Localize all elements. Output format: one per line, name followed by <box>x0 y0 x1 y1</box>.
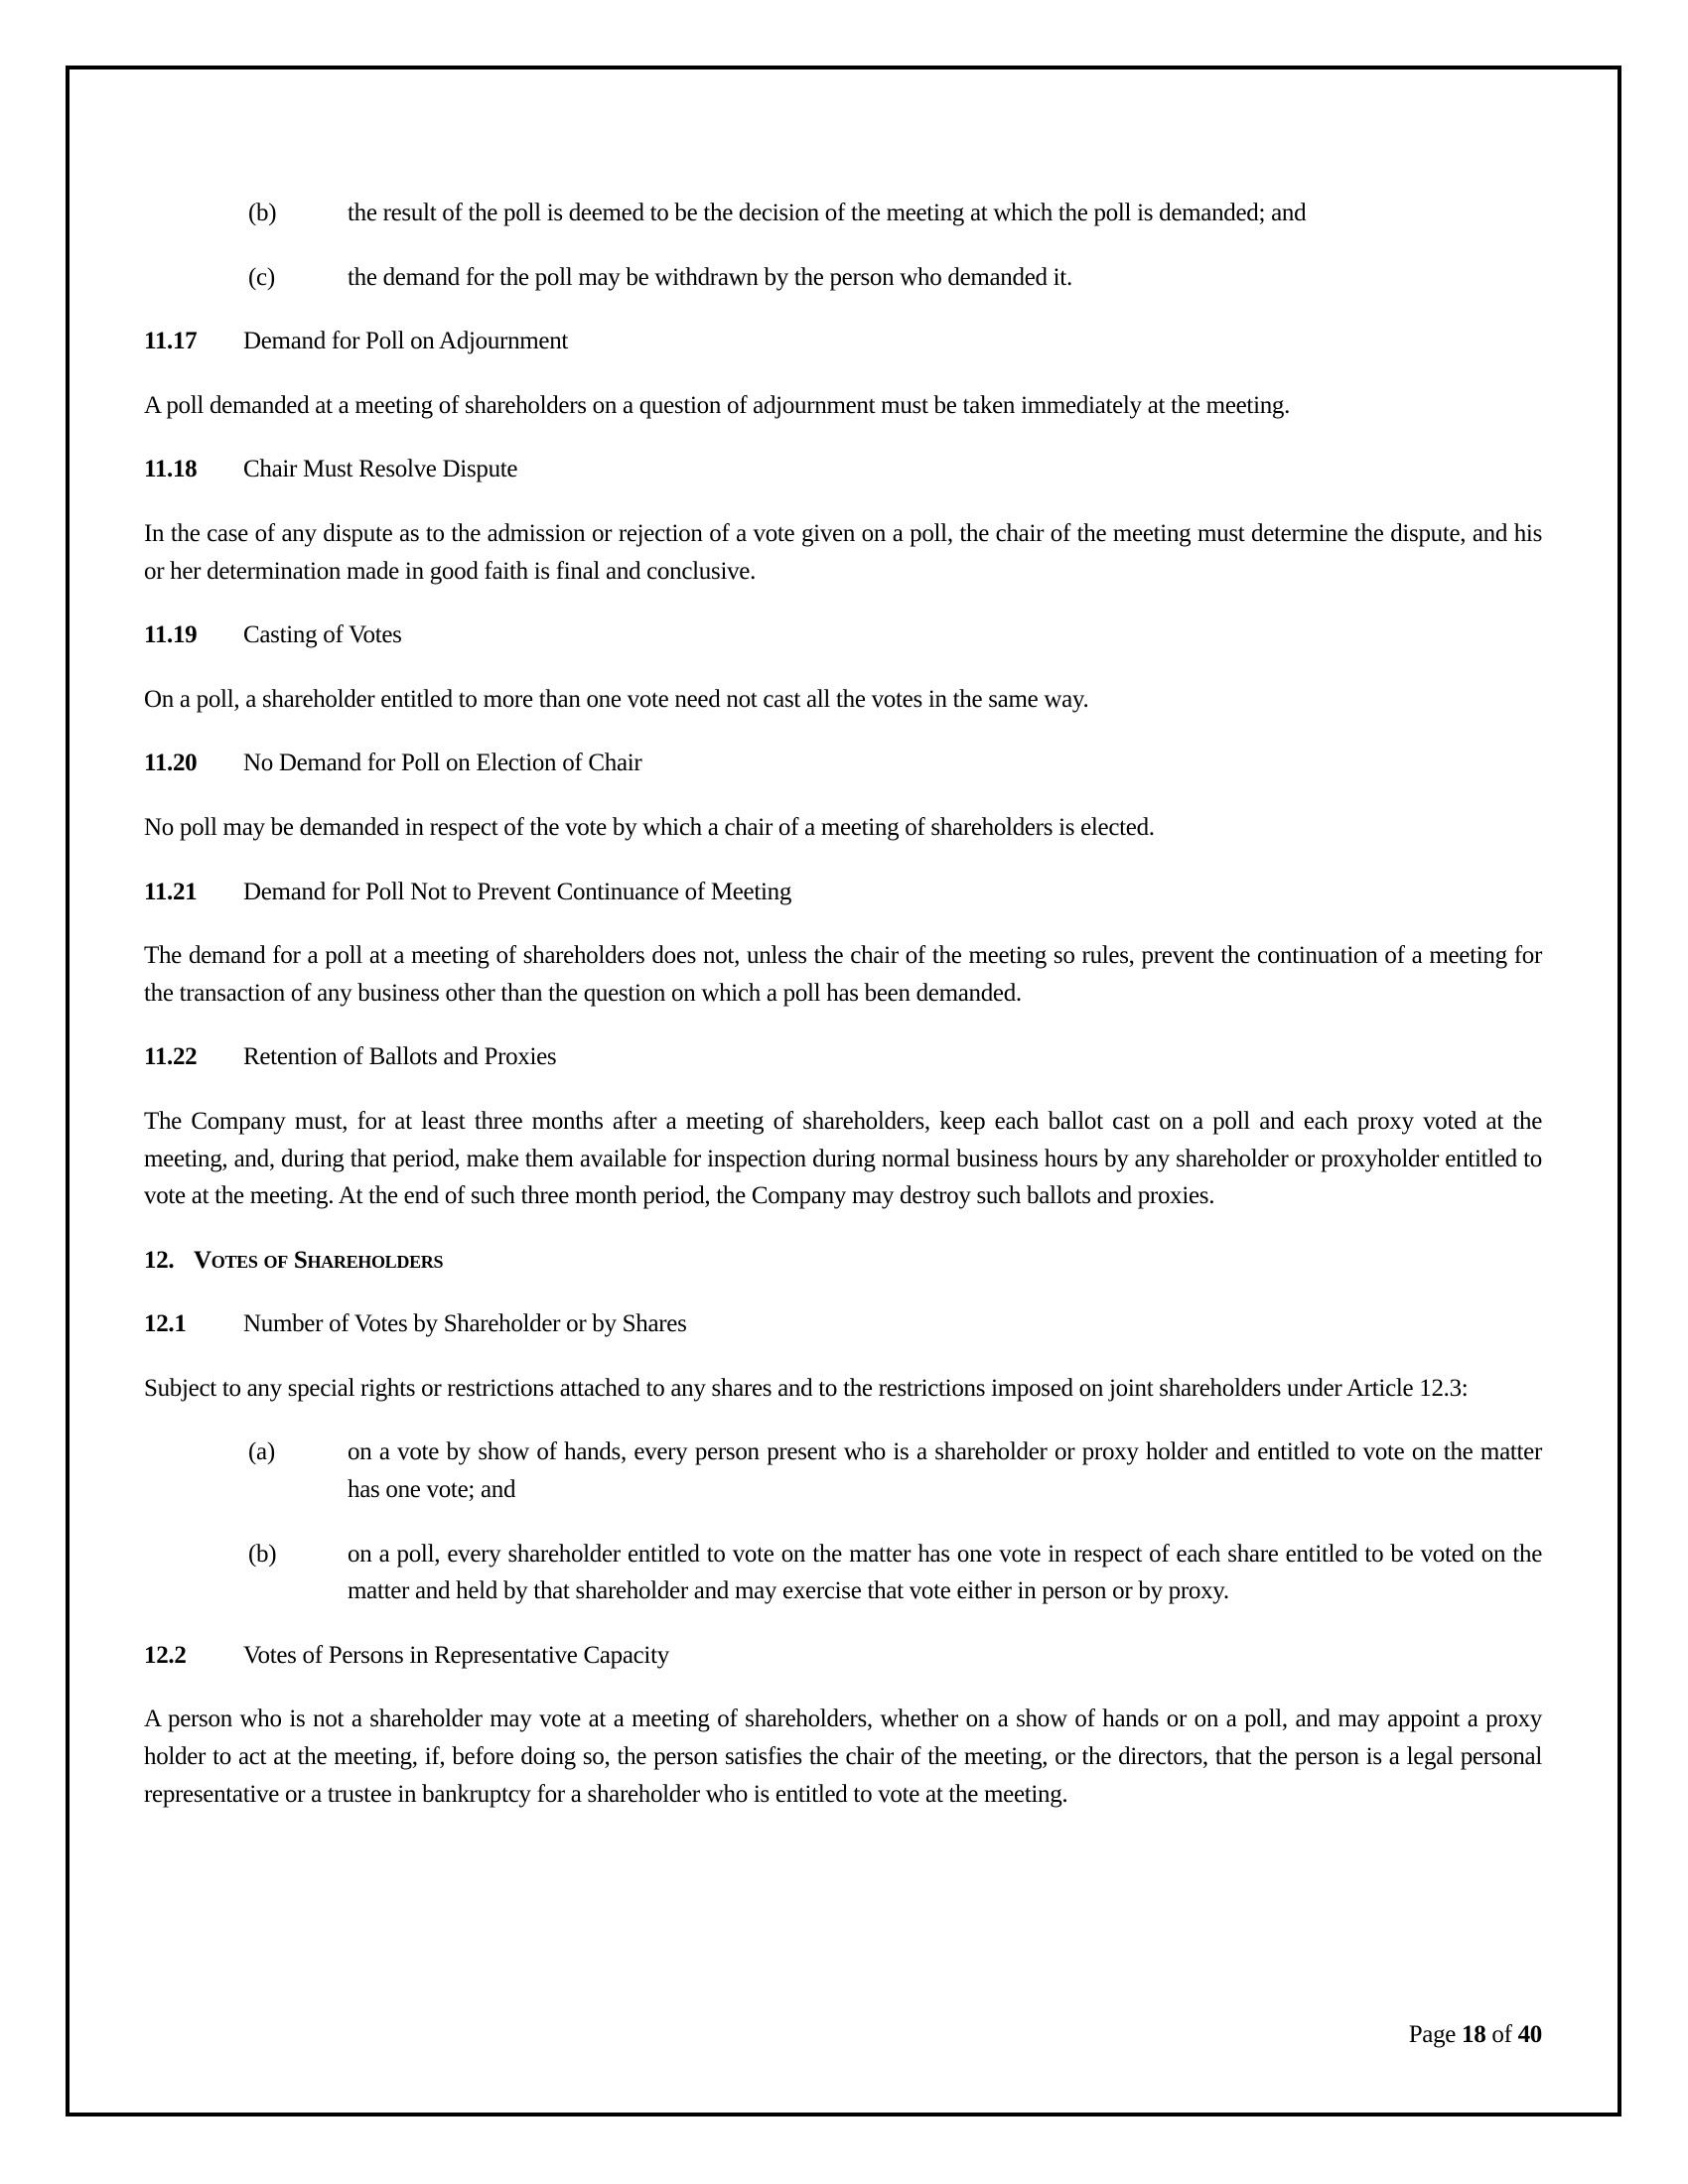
section-number: 11.19 <box>144 621 198 649</box>
section-number: 11.20 <box>144 750 198 777</box>
paragraph: Subject to any special rights or restrictions attached to any shares and to the restrictions imposed on joint shareholders under Article 12.3: <box>144 1374 1469 1402</box>
section-number: 11.21 <box>144 878 198 905</box>
paragraph: The demand for a poll at a meeting of shareholders does not, unless the chair of the meeting so rules, prevent the continuation of a meeting for the transaction of any business other than the question on which a poll has been demanded. <box>144 942 1542 1007</box>
clause-marker: (a) <box>248 1438 275 1466</box>
paragraph: On a poll, a shareholder entitled to more than one vote need not cast all the votes in the same way. <box>144 685 1089 713</box>
section-heading <box>144 1305 1542 1343</box>
paragraph: No poll may be demanded in respect of the vote by which a chair of a meeting of shareholders is elected. <box>144 813 1155 841</box>
section-heading <box>144 451 1542 488</box>
section-title: Retention of Ballots and Proxies <box>243 1043 557 1071</box>
clause-item <box>144 1433 1542 1508</box>
section-title: Votes of Persons in Representative Capacity <box>243 1641 669 1669</box>
section-heading <box>144 874 1542 911</box>
section-title: Demand for Poll Not to Prevent Continuance of Meeting <box>243 878 792 905</box>
clause-text: on a vote by show of hands, every person present who is a shareholder or proxy holder and entitled to vote on the matter has one vote; and <box>348 1438 1542 1504</box>
page-footer <box>1409 2021 1542 2049</box>
footer-page-number: 18 <box>1462 2021 1486 2048</box>
page-content <box>70 69 1618 1840</box>
section-title: Chair Must Resolve Dispute <box>243 456 518 483</box>
clause-item <box>144 1536 1542 1610</box>
section-number: 11.18 <box>144 456 198 483</box>
section-heading <box>144 745 1542 782</box>
section-title: Demand for Poll on Adjournment <box>243 328 569 355</box>
footer-page-total: 40 <box>1517 2021 1542 2048</box>
paragraph: A person who is not a shareholder may vote at a meeting of shareholders, whether on a show of hands or on a poll, and may appoint a proxy holder to act at the meeting, if, before doing so, the person satisfies the chair of the meeting, or the directors, that the person is a legal personal representative or a trustee in bankruptcy for a shareholder who is entitled to vote at the meeting. <box>144 1706 1542 1808</box>
article-heading <box>144 1242 1542 1280</box>
section-number: 11.17 <box>144 328 198 355</box>
article-title: Votes of Shareholders <box>194 1246 444 1274</box>
clause-text: the result of the poll is deemed to be the decision of the meeting at which the poll is demanded; and <box>348 200 1307 226</box>
paragraph: In the case of any dispute as to the admission or rejection of a vote given on a poll, the chair of the meeting must determine the dispute, and his or her determination made in good faith is final and conclusive. <box>144 519 1542 585</box>
clause-text: the demand for the poll may be withdrawn by the person who demanded it. <box>348 263 1072 291</box>
clause-marker: (c) <box>248 263 275 291</box>
section-title: No Demand for Poll on Election of Chair <box>243 750 642 777</box>
clause-text: on a poll, every shareholder entitled to vote on the matter has one vote in respect of each share entitled to be voted on the matter and held by that shareholder and may exercise that vote either in person or by proxy. <box>348 1540 1542 1605</box>
clause-item <box>144 259 1542 297</box>
paragraph: A poll demanded at a meeting of shareholders on a question of adjournment must be taken immediately at the meeting. <box>144 391 1291 419</box>
section-number: 12.1 <box>144 1310 187 1338</box>
article-number: 12. <box>144 1246 175 1274</box>
section-number: 11.22 <box>144 1043 198 1071</box>
page-border <box>66 66 1621 2116</box>
clause-marker: (b) <box>248 1540 277 1568</box>
footer-page-label: Page <box>1408 2021 1457 2048</box>
section-number: 12.2 <box>144 1641 187 1669</box>
paragraph: The Company must, for at least three months after a meeting of shareholders, keep each ballot cast on a poll and each proxy voted at the meeting, and, during that period, make them available for inspection during normal business hours by any shareholder or proxyholder entitled to vote at the meeting. At the end of such three month period, the Company may destroy such ballots and proxies. <box>144 1107 1542 1210</box>
clause-item <box>144 195 1542 232</box>
footer-of-label: of <box>1491 2021 1512 2048</box>
clause-marker: (b) <box>248 200 277 226</box>
section-heading <box>144 1038 1542 1076</box>
section-heading <box>144 1637 1542 1675</box>
section-heading <box>144 323 1542 360</box>
section-title: Number of Votes by Shareholder or by Shares <box>243 1310 687 1338</box>
section-heading <box>144 616 1542 654</box>
section-title: Casting of Votes <box>243 621 402 649</box>
